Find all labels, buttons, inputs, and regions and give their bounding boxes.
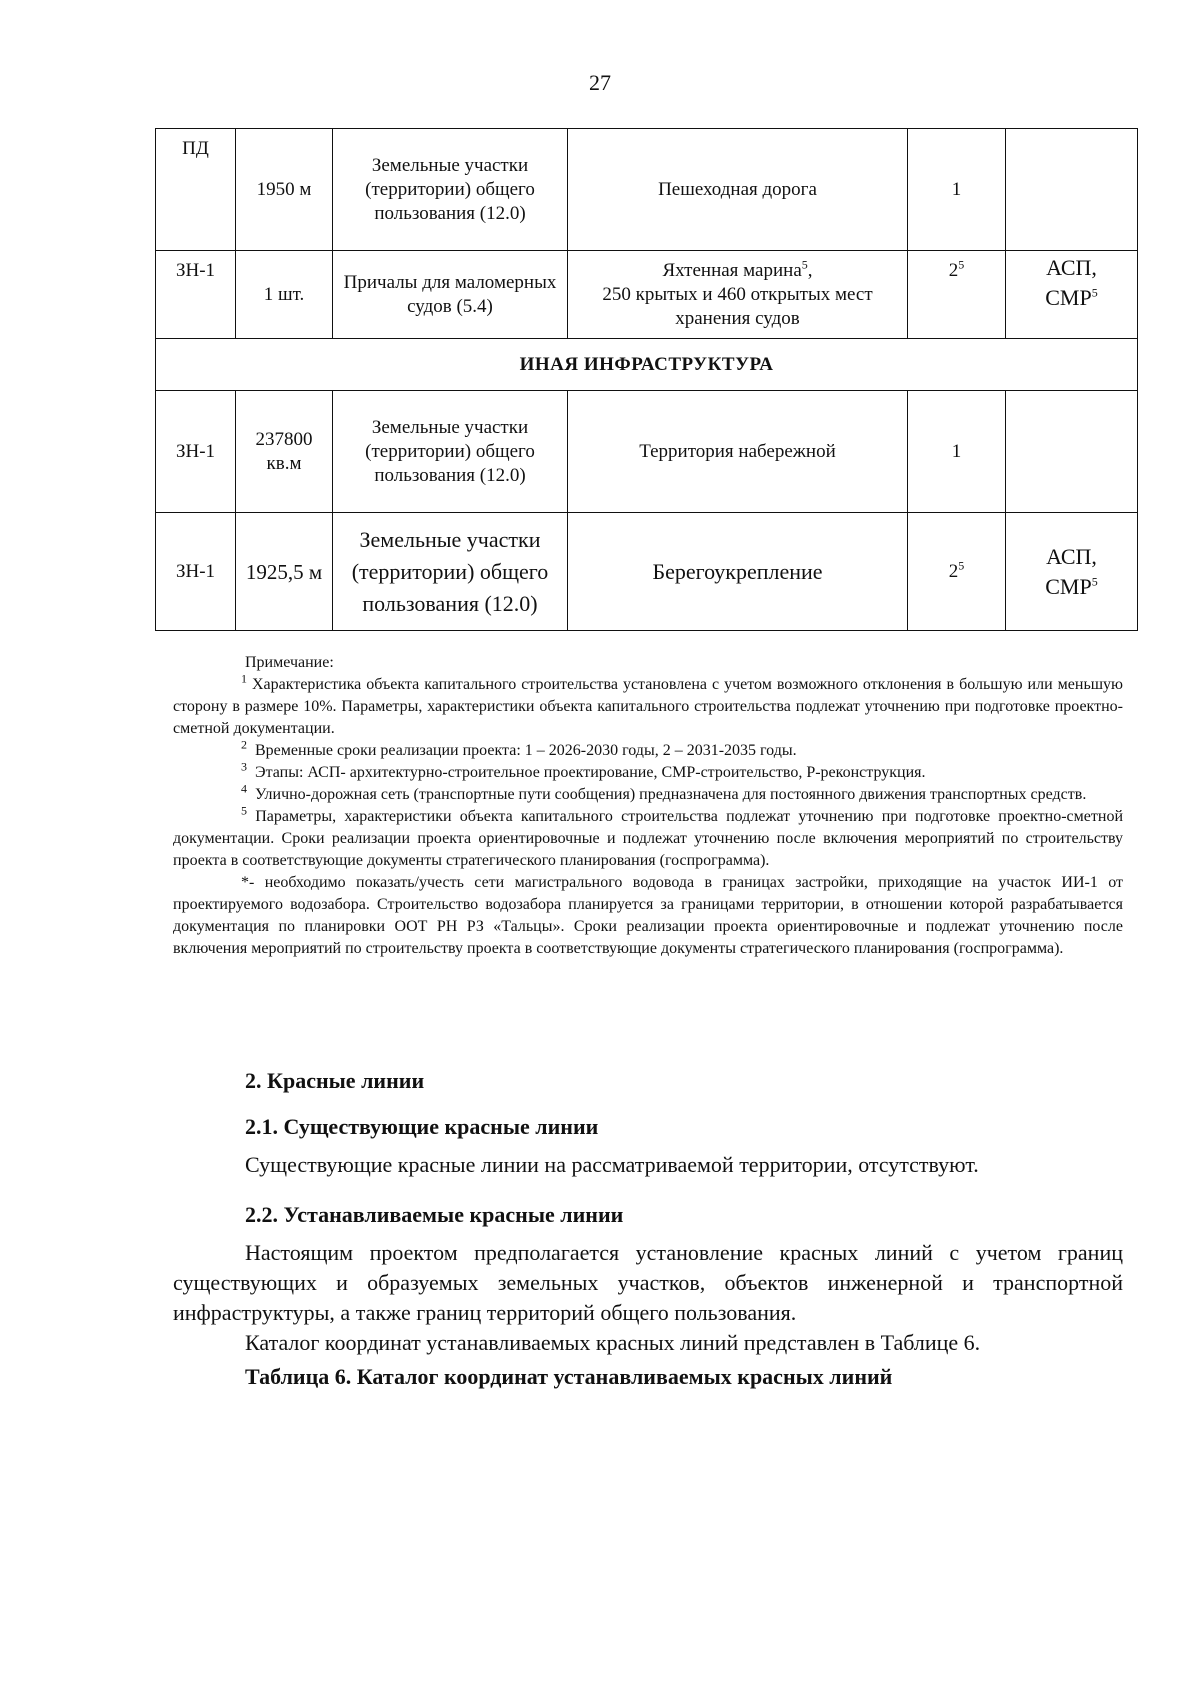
object-code: ПД (156, 129, 236, 251)
object-size: 1950 м (236, 129, 333, 251)
object-size: 1 шт. (236, 251, 333, 339)
note-star: *- необходимо показать/учесть сети магистрального водовода в границах застройки, приходящие на участок ИИ-1 от проектируемого водозабора. Строительство водозабора планируется за границами территории, в отношении которой разрабатывается документация по планировки ООТ РН РЗ «Тальцы». Сроки реализации проекта ориентировочные и подлежат уточнению после включения мероприятий по строительству проекта в соответствующие документы стратегического планирования (госпрограмма). (173, 874, 1123, 957)
note-mark: 5 (241, 803, 247, 818)
note-4 (173, 781, 1123, 806)
heading-red-lines: 2. Красные линии (245, 1068, 425, 1093)
object-code: ЗН-1 (156, 251, 236, 339)
implementation-term (908, 513, 1006, 631)
object-size: 1925,5 м (236, 513, 333, 631)
note-text: Этапы: АСП- архитектурно-строительное проектирование, СМР-строительство, Р-реконструкция. (255, 764, 926, 781)
note-mark: 2 (241, 737, 247, 752)
note-text: Параметры, характеристики объекта капитального строительства подлежат уточнению при подготовке проектно-сметной документации. Сроки реализации проекта ориентировочные и подлежат уточнению после включения мероприятий по строительству проекта в соответствующие документы стратегического планирования (госпрограмма). (173, 808, 1124, 869)
implementation-term (908, 251, 1006, 339)
notes-title: Примечание: (245, 654, 334, 671)
object-name: Пешеходная дорога (568, 129, 908, 251)
table-row (156, 251, 1138, 339)
note-3 (173, 759, 1123, 784)
table-row (156, 129, 1138, 251)
object-name-main: Яхтенная марина (662, 259, 802, 281)
stage (1006, 129, 1138, 251)
paragraph: Настоящим проектом предполагается установление красных линий с учетом границ существующих и образуемых земельных участков, объектов инженерной и транспортной инфраструктуры, а также границ территорий общего пользования. (173, 1240, 1123, 1325)
note-1 (173, 671, 1124, 740)
note-mark: 4 (241, 781, 247, 796)
footnote-mark: 5 (958, 257, 965, 272)
object-code: ЗН-1 (156, 391, 236, 513)
land-use: Земельные участки (территории) общего пользования (12.0) (333, 513, 568, 631)
note-2 (173, 737, 1123, 762)
note-mark: 1 (241, 671, 247, 686)
note-mark: 3 (241, 759, 247, 774)
table-row (156, 391, 1138, 513)
stage (1006, 513, 1138, 631)
footnote-mark: 5 (1091, 285, 1098, 300)
object-code: ЗН-1 (156, 513, 236, 631)
paragraph: Существующие красные линии на рассматриваемой территории, отсутствуют. (245, 1152, 979, 1177)
implementation-term: 1 (908, 129, 1006, 251)
note-5 (173, 803, 1124, 872)
footnote-mark: 5 (958, 558, 965, 573)
stage-line-2: СМР (1045, 285, 1092, 310)
stage-line-2: СМР (1045, 573, 1092, 599)
land-use: Причалы для маломерных судов (5.4) (333, 251, 568, 339)
object-name: Территория набережной (568, 391, 908, 513)
land-use: Земельные участки (территории) общего пользования (12.0) (333, 129, 568, 251)
term-value: 2 (948, 560, 959, 582)
stage (1006, 251, 1138, 339)
stage-line-1: АСП, (1046, 255, 1097, 280)
object-name-comma: , (807, 259, 813, 281)
note-text: Временные сроки реализации проекта: 1 – 2026-2030 годы, 2 – 2031-2035 годы. (255, 742, 797, 759)
note-text: Характеристика объекта капитального строительства установлена с учетом возможного отклонения в большую или меньшую сторону в размере 10%. Параметры, характеристики объекта капитального строительства подлежат уточнению при подготовке проектно-сметной документации. (173, 676, 1124, 737)
stage (1006, 391, 1138, 513)
object-name: Берегоукрепление (568, 513, 908, 631)
infrastructure-table (155, 128, 1138, 631)
object-size: 237800 кв.м (236, 391, 333, 513)
object-name (568, 251, 908, 339)
table-section-row (156, 339, 1138, 391)
table-row (156, 513, 1138, 631)
stage-line-1: АСП, (1046, 543, 1097, 569)
object-name-detail: 250 крытых и 460 открытых мест хранения судов (602, 283, 873, 329)
established-red-lines-text (173, 1238, 1123, 1358)
notes-block (173, 652, 1123, 960)
table-6-title: Таблица 6. Каталог координат устанавливаемых красных линий (245, 1364, 893, 1389)
implementation-term: 1 (908, 391, 1006, 513)
paragraph: Каталог координат устанавливаемых красных линий представлен в Таблице 6. (245, 1330, 981, 1355)
land-use: Земельные участки (территории) общего пользования (12.0) (333, 391, 568, 513)
footnote-mark: 5 (1091, 574, 1098, 589)
heading-existing-red-lines: 2.1. Существующие красные линии (245, 1114, 599, 1139)
existing-red-lines-text (173, 1150, 1123, 1180)
heading-established-red-lines: 2.2. Устанавливаемые красные линии (245, 1202, 624, 1227)
page-number: 27 (589, 70, 611, 95)
footnote-mark: 5 (801, 257, 808, 272)
note-text: Улично-дорожная сеть (транспортные пути сообщения) предназначена для постоянного движения транспортных средств. (255, 786, 1087, 803)
section-heading: ИНАЯ ИНФРАСТРУКТУРА (156, 339, 1138, 391)
term-value: 2 (948, 260, 959, 281)
